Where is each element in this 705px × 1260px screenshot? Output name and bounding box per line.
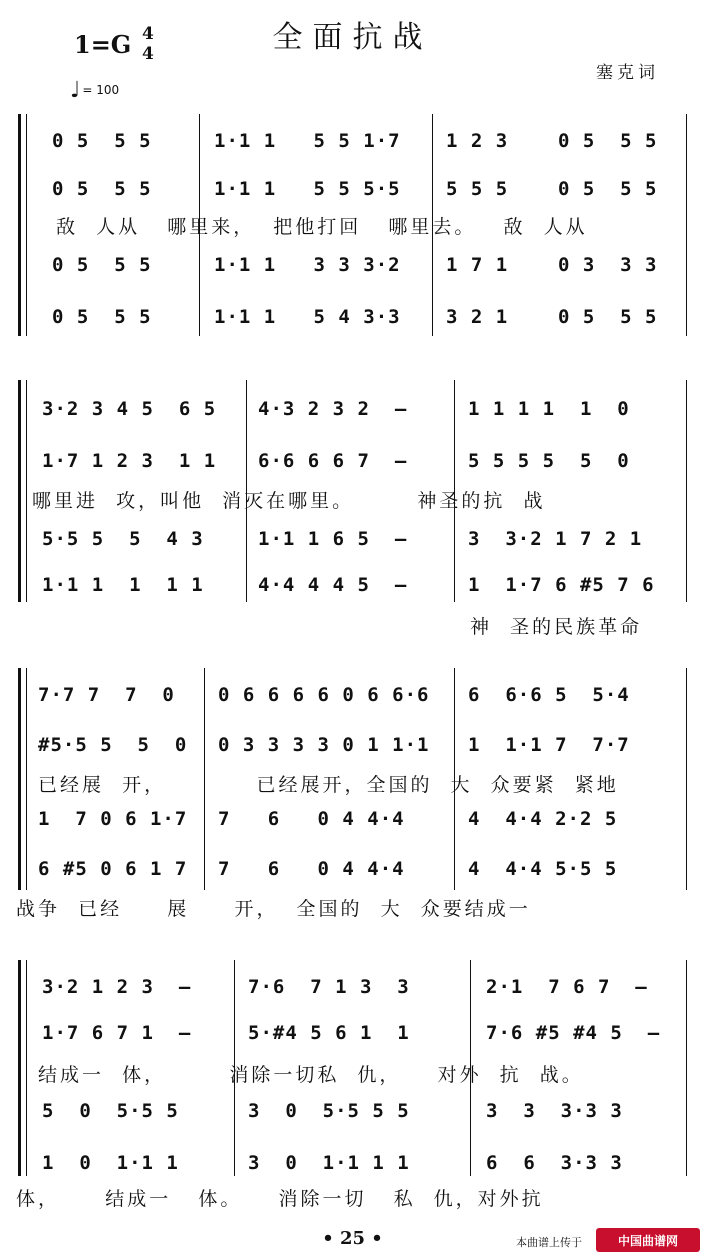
measure: #5·5 5 5 0 xyxy=(38,734,188,756)
measure: 7·6 7 1 3 3 xyxy=(248,976,410,998)
measure: 3 0 5·5 5 5 xyxy=(248,1100,410,1122)
lyric-line: 神 圣的民族革命 xyxy=(470,616,643,638)
lyric-line: 体， 结成一 体。 消除一切 私 仇，对外抗 xyxy=(16,1188,544,1210)
score-row xyxy=(42,1152,696,1186)
score-row xyxy=(38,734,696,768)
score-row xyxy=(46,306,696,340)
key-signature: 1=G xyxy=(74,30,132,59)
measure: 3 3·2 1 7 2 1 xyxy=(468,528,643,550)
measure: 1 0 1·1 1 xyxy=(42,1152,179,1174)
score-system-1 xyxy=(18,108,690,353)
measure: 1·7 1 2 3 1 1 xyxy=(42,450,217,472)
measure: 1·1 1 5 5 5·5 xyxy=(214,178,401,200)
system-bracket xyxy=(18,960,21,1176)
measure: 1·1 1 1 1 1 xyxy=(42,574,204,596)
lyric-line: 哪里进 攻，叫他 消灭在哪里。 神圣的抗 战 xyxy=(32,490,546,512)
measure: 0 5 5 5 xyxy=(52,130,152,152)
measure: 4·4 4 4 5 — xyxy=(258,574,408,596)
meter-top: 4 xyxy=(142,24,154,44)
upload-note: 本曲谱上传于 xyxy=(516,1236,582,1249)
measure: 4·3 2 3 2 — xyxy=(258,398,408,420)
score-row xyxy=(46,254,696,288)
measure: 7 6 0 4 4·4 xyxy=(218,858,405,880)
measure: 2·1 7 6 7 — xyxy=(486,976,648,998)
system-bracket-thin xyxy=(26,668,27,890)
page-number: • 25 • xyxy=(322,1228,383,1249)
system-bracket-thin xyxy=(26,960,27,1176)
system-bracket xyxy=(18,668,21,890)
measure: 5 5 5 0 5 5 5 xyxy=(446,178,658,200)
measure: 0 5 5 5 xyxy=(52,178,152,200)
measure: 0 5 5 5 xyxy=(52,306,152,328)
tempo-marking xyxy=(70,78,119,103)
measure: 1 7 0 6 1·7 xyxy=(38,808,188,830)
site-logo[interactable]: 中国曲谱网 xyxy=(596,1228,700,1252)
measure: 6 6·6 5 5·4 xyxy=(468,684,630,706)
system-bracket-thin xyxy=(26,380,27,602)
score-row xyxy=(42,1100,696,1134)
measure: 1 2 3 0 5 5 5 xyxy=(446,130,658,152)
measure: 3·2 3 4 5 6 5 xyxy=(42,398,217,420)
time-signature xyxy=(142,24,154,64)
lyric-line: 结成一 体， 消除一切私 仇， 对外 抗 战。 xyxy=(38,1064,584,1086)
measure: 4 4·4 2·2 5 xyxy=(468,808,618,830)
system-bracket xyxy=(18,380,21,602)
lyric-line: 已经展 开， 已经展开，全国的 大 众要紧 紧地 xyxy=(38,774,619,796)
measure: 1·7 6 7 1 — xyxy=(42,1022,192,1044)
measure: 1·1 1 5 4 3·3 xyxy=(214,306,401,328)
measure: 1 1·7 6 #5 7 6 xyxy=(468,574,655,596)
measure: 7 6 0 4 4·4 xyxy=(218,808,405,830)
score-row xyxy=(38,808,696,842)
tempo-value: = 100 xyxy=(82,83,120,97)
measure: 1 1·1 7 7·7 xyxy=(468,734,630,756)
measure: 1 1 1 1 1 0 xyxy=(468,398,630,420)
measure: 1·1 1 6 5 — xyxy=(258,528,408,550)
measure: 0 3 3 3 3 0 1 1·1 xyxy=(218,734,430,756)
measure: 5 0 5·5 5 xyxy=(42,1100,179,1122)
measure: 0 6 6 6 6 0 6 6·6 xyxy=(218,684,430,706)
quarter-note-icon: ♩ xyxy=(70,78,81,103)
measure: 1·1 1 3 3 3·2 xyxy=(214,254,401,276)
lyricist-credit: 塞克词 xyxy=(596,63,659,83)
score-system-4 xyxy=(18,956,690,1218)
system-bracket-thin xyxy=(26,114,27,336)
score-row xyxy=(46,130,696,164)
measure: 1 7 1 0 3 3 3 xyxy=(446,254,658,276)
measure: 6·6 6 6 7 — xyxy=(258,450,408,472)
measure: 6 #5 0 6 1 7 xyxy=(38,858,188,880)
score-row xyxy=(42,528,696,562)
measure: 3 3 3·3 3 xyxy=(486,1100,623,1122)
score-row xyxy=(42,1022,696,1056)
measure: 4 4·4 5·5 5 xyxy=(468,858,618,880)
song-title: 全面抗战 xyxy=(272,20,433,55)
measure: 3 0 1·1 1 1 xyxy=(248,1152,410,1174)
measure: 7·6 #5 #4 5 — xyxy=(486,1022,661,1044)
measure: 0 5 5 5 xyxy=(52,254,152,276)
score-row xyxy=(42,450,696,484)
score-row xyxy=(38,684,696,718)
measure: 1·1 1 5 5 1·7 xyxy=(214,130,401,152)
lyric-line: 战争 已经 展 开， 全国的 大 众要结成一 xyxy=(16,898,531,920)
measure: 7·7 7 7 0 xyxy=(38,684,175,706)
measure: 5 5 5 5 5 0 xyxy=(468,450,630,472)
measure: 3 2 1 0 5 5 5 xyxy=(446,306,658,328)
score-system-2 xyxy=(18,378,690,658)
score-row xyxy=(42,398,696,432)
score-row xyxy=(42,574,696,608)
score-row xyxy=(46,178,696,212)
measure: 5·5 5 5 4 3 xyxy=(42,528,204,550)
measure: 5·#4 5 6 1 1 xyxy=(248,1022,410,1044)
measure: 6 6 3·3 3 xyxy=(486,1152,623,1174)
score-system-3 xyxy=(18,660,690,930)
score-row xyxy=(38,858,696,892)
system-bracket xyxy=(18,114,21,336)
measure: 3·2 1 2 3 — xyxy=(42,976,192,998)
meter-bottom: 4 xyxy=(142,44,154,64)
lyric-line: 敌 人从 哪里来， 把他打回 哪里去。 敌 人从 xyxy=(56,216,588,238)
score-row xyxy=(42,976,696,1010)
